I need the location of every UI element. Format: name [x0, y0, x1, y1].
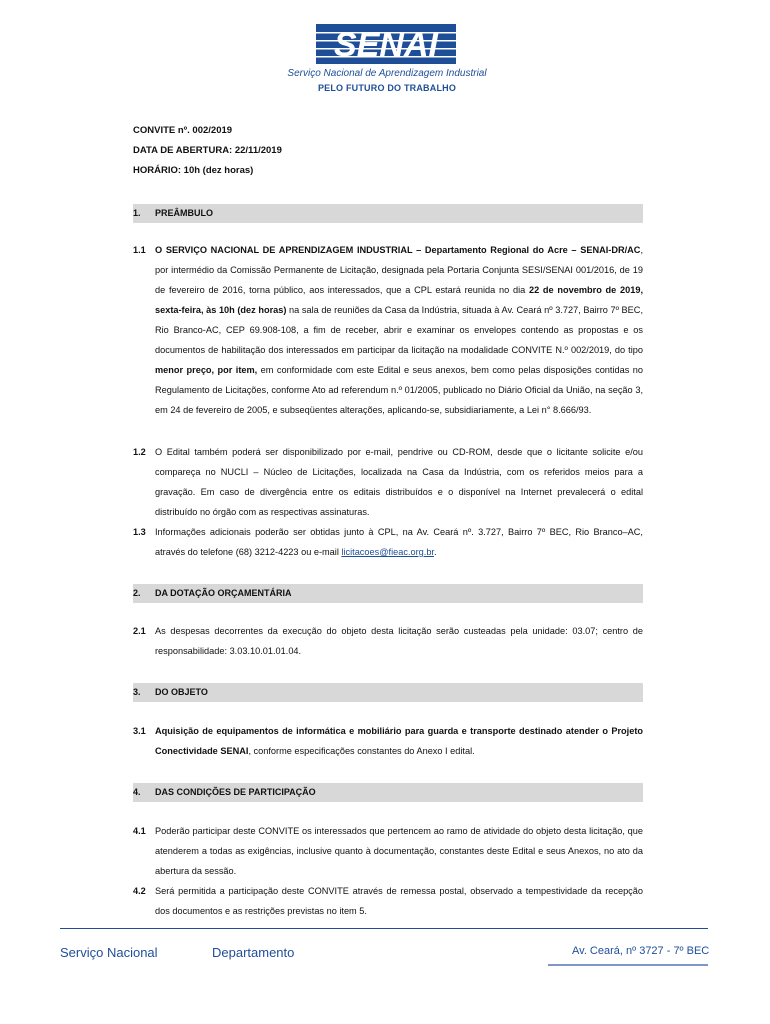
logo-slogan: PELO FUTURO DO TRABALHO	[317, 83, 457, 93]
footer-divider	[60, 928, 708, 929]
footer-left: Serviço Nacional	[60, 945, 158, 960]
clause-1-1-text-a: , por intermédio da Comissão Permanente de Licitação, designada pela Portaria Conjunta SESI/SENAI 001/2016, de 19 de fevereiro de 2016, torna público, aos interessados, que a CPL estará reunida no dia	[155, 245, 643, 295]
footer-middle: Departamento	[212, 945, 295, 960]
clause-1-1-text-b: na sala de reuniões da Casa da Indústria, situada à Av. Ceará nº 3.727, Bairro 7º BEC, Rio Branco-AC, CEP 69.908-108, a fim de receber, abrir e examinar os envelopes contendo as propostas e os documentos de habilitação dos interessados em participar da licitação na modalidade CONVITE N.º 002/2019, do tipo	[155, 305, 643, 355]
section-title: DO OBJETO	[155, 687, 208, 697]
clause-1-2-text: O Edital também poderá ser disponibilizado por e-mail, pendrive ou CD-ROM, desde que o licitante solicite e/ou compareça no NUCLI – Núcleo de Licitações, localizada na Casa da Indústria, com os referidos meios para a gravação. Em caso de divergência entre os editais distribuídos e o disponível na Internet prevalecerá o edital distribuído no órgão com as respectivas assinaturas.	[155, 447, 643, 517]
section-title: PREÂMBULO	[155, 208, 213, 218]
clause-number: 1.2	[133, 447, 146, 457]
clause-4-1	[133, 821, 643, 881]
clause-2-1	[133, 621, 643, 661]
clause-1-1-date: 22 de novembro de 2019, sexta-feira, às 10h (dez horas)	[155, 285, 643, 315]
section-number: 1.	[133, 208, 141, 218]
clause-4-2	[133, 881, 643, 921]
logo-wordmark: SENAI	[334, 26, 438, 64]
section-title: DA DOTAÇÃO ORÇAMENTÁRIA	[155, 588, 292, 598]
clause-4-2-text: Será permitida a participação deste CONVITE através de remessa postal, observado a tempestividade da recepção dos documentos e as restrições previstas no item 5.	[155, 886, 643, 916]
clause-3-1-object: Aquisição de equipamentos de informática e mobiliário para guarda e transporte destinado atender o Projeto Conectividade SENAI	[155, 726, 643, 756]
opening-time: HORÁRIO: 10h (dez horas)	[133, 165, 254, 176]
clause-4-1-text: Poderão participar deste CONVITE os interessados que pertencem ao ramo de atividade do objeto desta licitação, que atenderem a todas as exigências, inclusive quanto à documentação, constantes deste Edital e seus Anexos, no ato da abertura da sessão.	[155, 826, 643, 876]
email-link[interactable]: licitacoes@fieac.org.br	[341, 547, 434, 557]
clause-1-3-end: .	[434, 547, 437, 557]
section-heading-objeto	[133, 683, 643, 702]
clause-1-3-text: Informações adicionais poderão ser obtidas junto à CPL, na Av. Ceará nº. 3.727, Bairro 7º BEC, Rio Branco–AC, através do telefone (68) 3212-4223 ou e-mail	[155, 527, 643, 557]
clause-number: 1.3	[133, 527, 146, 537]
clause-1-1	[133, 240, 643, 420]
clause-1-3	[133, 522, 643, 562]
footer-address: Av. Ceará, nº 3727 - 7º BEC	[572, 945, 710, 957]
section-number: 4.	[133, 787, 141, 797]
opening-date: DATA DE ABERTURA: 22/11/2019	[133, 145, 282, 156]
section-number: 2.	[133, 588, 141, 598]
section-heading-dotacao	[133, 584, 643, 603]
clause-2-1-text: As despesas decorrentes da execução do objeto desta licitação serão custeadas pela unidade: 03.07; centro de responsabilidade: 3.03.10.01.01.04.	[155, 626, 643, 656]
footer-cut-line	[548, 962, 708, 966]
logo-subtitle: Serviço Nacional de Aprendizagem Industrial	[287, 68, 487, 79]
clause-1-1-lead: O SERVIÇO NACIONAL DE APRENDIZAGEM INDUSTRIAL – Departamento Regional do Acre – SENAI-DR/AC	[155, 245, 641, 255]
clause-1-1-text-c: em conformidade com este Edital e seus anexos, bem como pelas disposições contidas no Regulamento de Licitações, conforme Ato ad referendum n.º 01/2005, publicado no Diário Oficial da União, na seção 3, em 24 de fevereiro de 2005, e subseqüentes alterações, aplicando-se, subsidiariamente, a Lei n° 8.666/93.	[155, 365, 643, 415]
clause-3-1-text: , conforme especificações constantes do Anexo I edital.	[248, 746, 475, 756]
senai-logo	[282, 24, 492, 96]
section-number: 3.	[133, 687, 141, 697]
section-heading-preambulo	[133, 204, 643, 223]
clause-1-2	[133, 442, 643, 522]
section-heading-participacao	[133, 783, 643, 802]
clause-number: 3.1	[133, 726, 146, 736]
convite-number: CONVITE nº. 002/2019	[133, 125, 233, 136]
clause-number: 4.2	[133, 886, 146, 896]
clause-number: 4.1	[133, 826, 146, 836]
clause-number: 2.1	[133, 626, 146, 636]
senai-wordmark-icon	[316, 24, 456, 64]
section-title: DAS CONDIÇÕES DE PARTICIPAÇÃO	[155, 787, 316, 797]
clause-number: 1.1	[133, 245, 146, 255]
clause-1-1-type: menor preço, por item,	[155, 365, 258, 375]
clause-3-1	[133, 721, 643, 761]
